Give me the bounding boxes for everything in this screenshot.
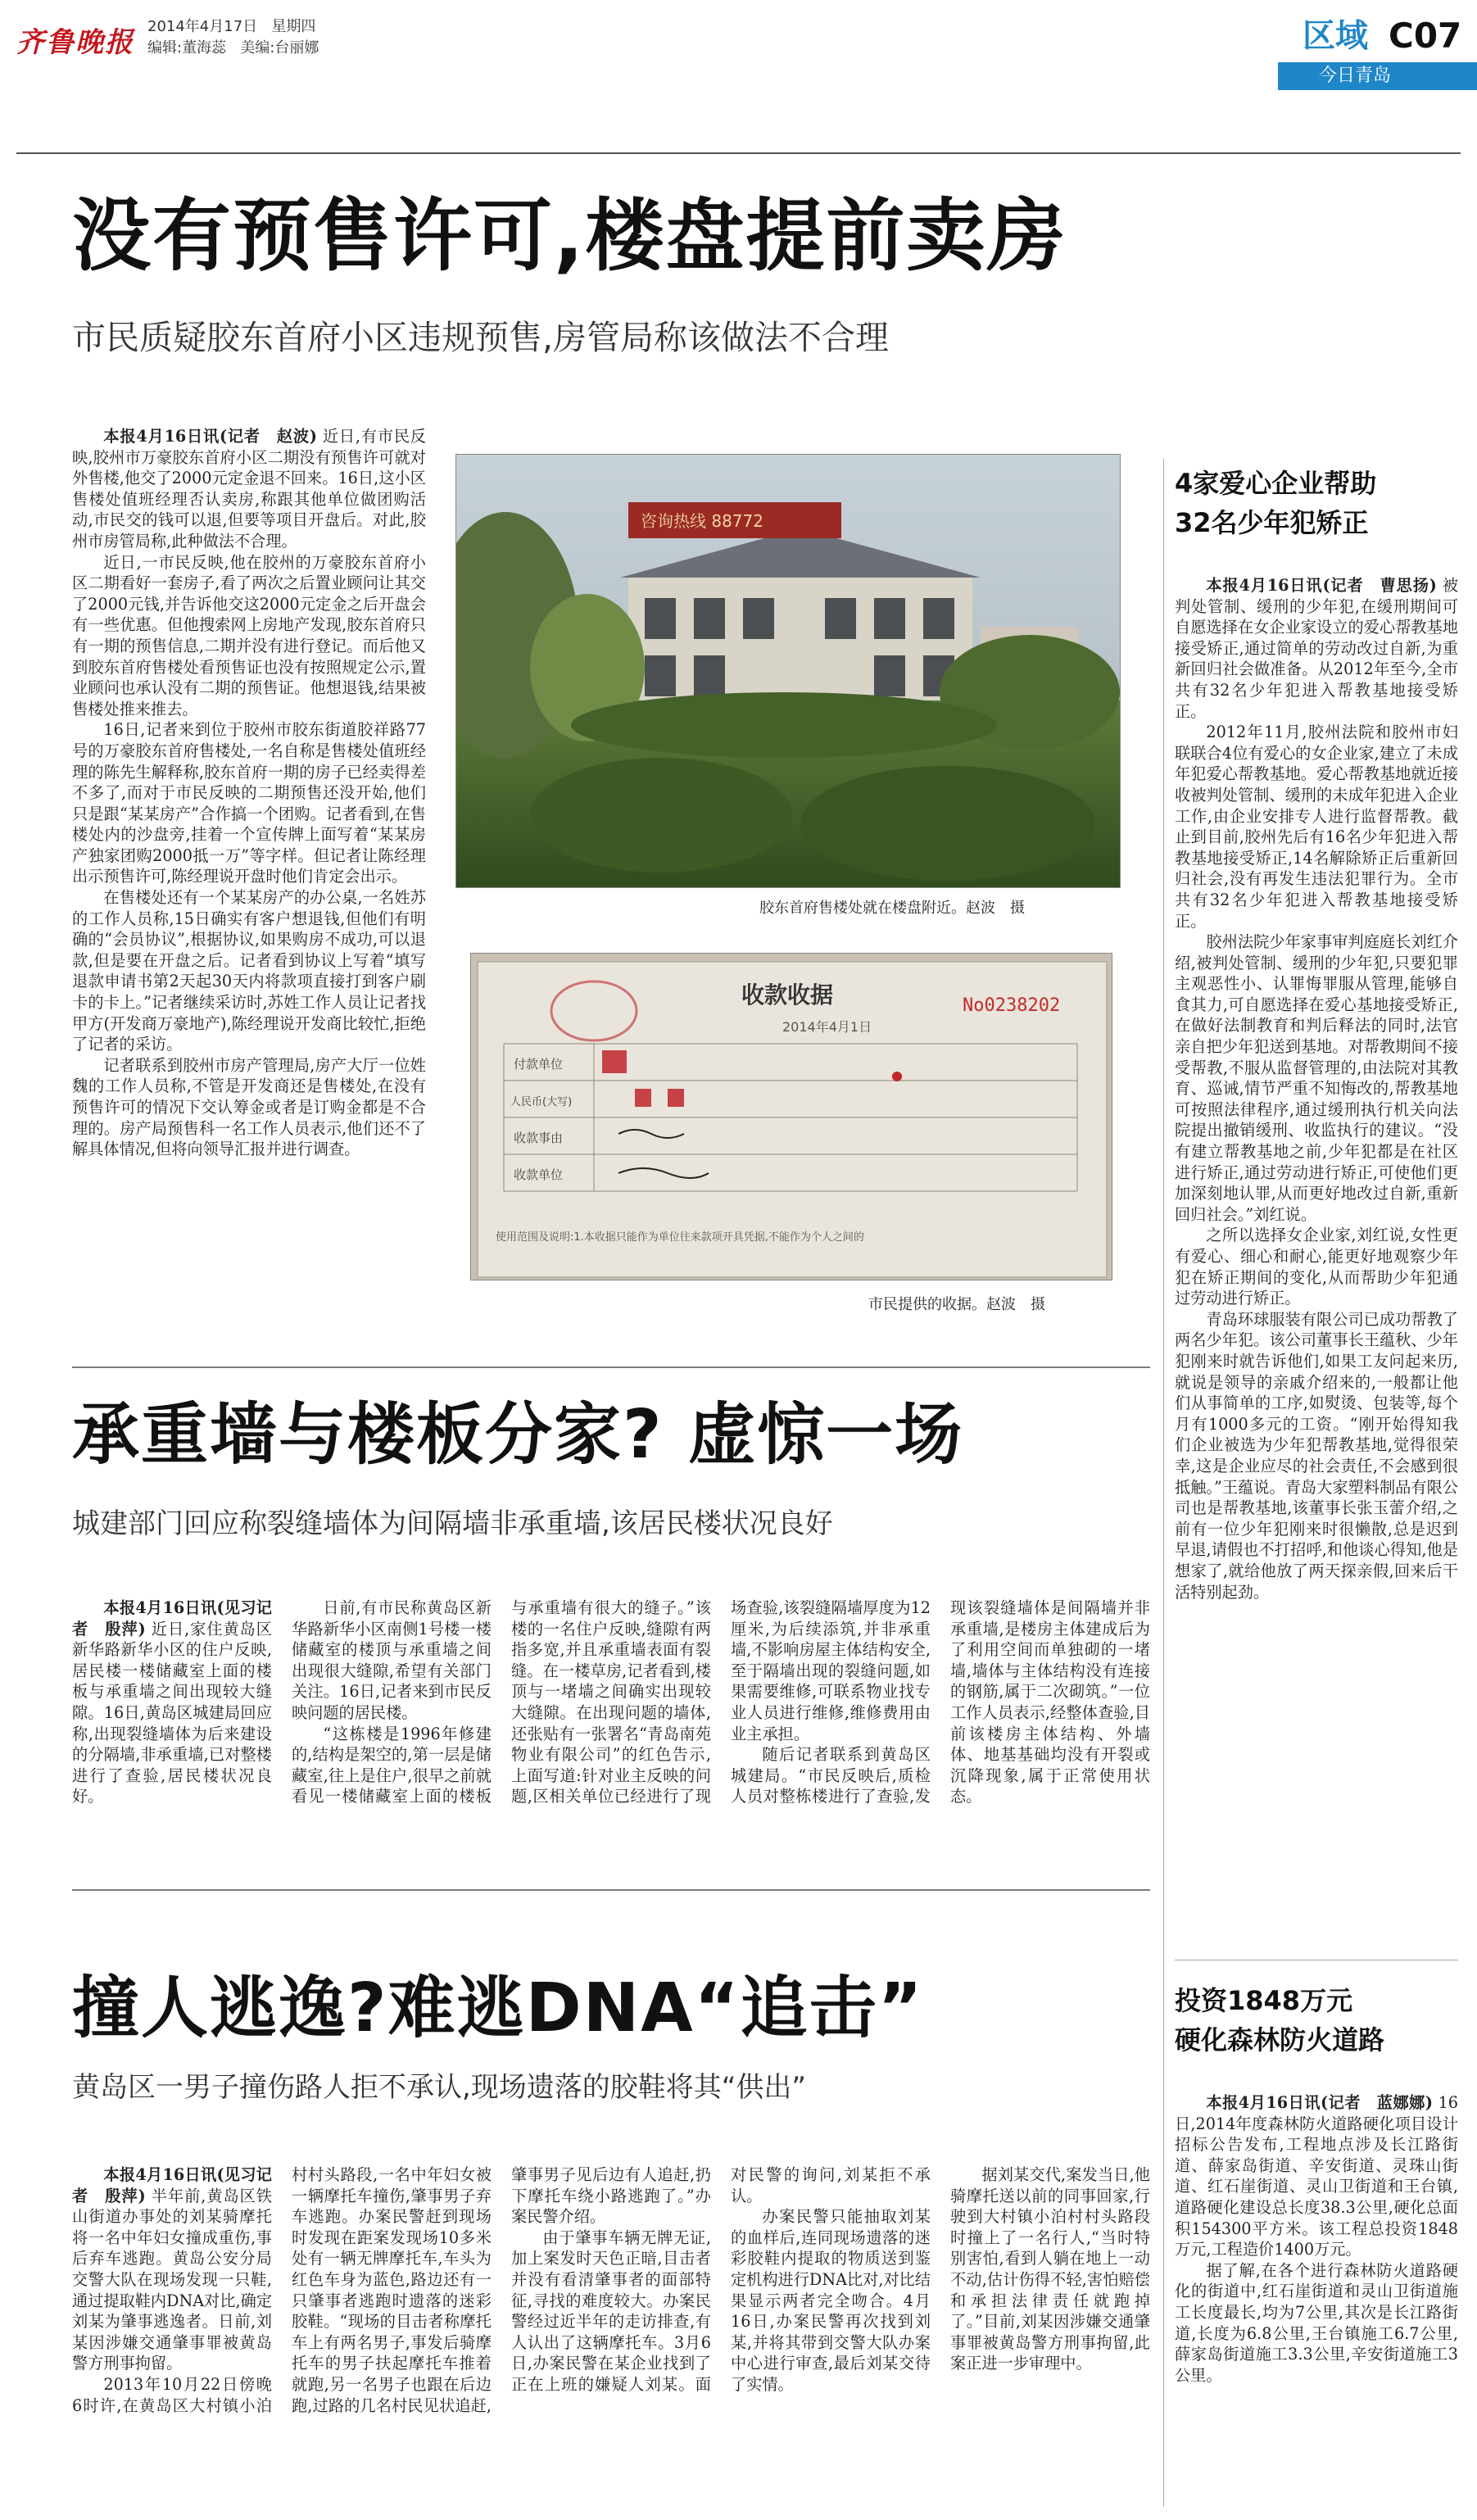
sales-office-illustration [456, 455, 1121, 888]
sidebar2-lede: 本报4月16日讯(记者 蓝娜娜) [1206, 2093, 1433, 2112]
article1-paragraph: 近日,一市民反映,他在胶州的万豪胶东首府小区二期看好一套房子,看了两次之后置业顾问让其交了2000元钱,并告诉他交这2000元定金之后开盘会有一些优惠。但他搜索网上房地产发现,胶东首府只有一期的预售信息,二期并没有进行登记。而后他又到胶东首府售楼处看预售证也没有按照规定公示,置业顾问也承认没有二期的预售证。他想退钱,结果被售楼处推来推去。 [72, 552, 426, 718]
section-label: 区域 [1303, 17, 1368, 55]
sidebar2-headline-line1: 投资1848万元 [1175, 1985, 1353, 2016]
editor-credit: 编辑:董海蕊 [147, 39, 227, 57]
article2-lede: 本报4月16日讯(见习记者 殷萍) [72, 1598, 272, 1638]
sidebar1-headline-line1: 4家爱心企业帮助 [1175, 468, 1377, 499]
receipt-date: 2014年4月1日 [782, 1019, 872, 1035]
receipt-row-label: 付款单位 [514, 1057, 564, 1072]
article3-lede: 本报4月16日讯(见习记者 殷萍) [72, 2165, 272, 2205]
sidebar1-lede: 本报4月16日讯(记者 曹思扬) [1206, 576, 1437, 595]
issue-date: 2014年4月17日 [147, 18, 258, 35]
receipt-row-label: 收款事由 [514, 1131, 564, 1145]
logo-text: 齐鲁晚报 [16, 26, 134, 59]
article1-subhead: 市民质疑胶东首府小区违规预售,房管局称该做法不合理 [72, 318, 890, 357]
photo1-caption: 胶东首府售楼处就在楼盘附近。赵波 摄 [759, 900, 1025, 917]
sidebar1-paragraph: 2012年11月,胶州法院和胶州市妇联联合4位有爱心的女企业家,建立了未成年犯爱心帮教基地。爱心帮教基地就近接收被判处管制、缓刑的未成年犯进入企业工作,由企业安排专人进行监督帮教。截止到目前,胶州先后有16名少年犯进入帮教基地接受矫正,14名解除矫正后重新回归社会,没有再发生违法犯罪行为。全市共有32名少年犯进入帮教基地接受矫正。 [1175, 723, 1458, 931]
article3-headline: 撞人逃逸?难逃DNA“追击” [72, 1969, 924, 2047]
designer-credit: 美编:台丽娜 [240, 39, 319, 57]
sidebar2-headline-line2: 硬化森林防火道路 [1175, 2024, 1385, 2055]
article3-paragraph: 办案民警只能抽取刘某的血样后,连同现场遗落的迷彩胶鞋内提取的物质送到鉴定机构进行DNA比对,对比结果显示两者完全吻合。4月16日,办案民警再次找到刘某,并将其带到交警大队办案中心进行审查,最后刘某交待了实情。 [731, 2207, 931, 2394]
sidebar1-headline [1175, 464, 1458, 542]
article3-paragraph: 据刘某交代,案发当日,他骑摩托送以前的同事回家,行驶到大村镇小泊村村头路段时撞上了一名行人,“当时特别害怕,看到人躺在地上一动不动,估计伤得不轻,害怕赔偿和承担法律责任就跑掉了。”目前,刘某因涉嫌交通肇事罪被黄岛警方刑事拘留,此案正进一步审理中。 [950, 2165, 1150, 2373]
article1-body [72, 426, 426, 1360]
receipt-row-label: 人民币(大写) [510, 1096, 573, 1108]
article3-paragraph: 由于肇事车辆无牌无证,加上案发时天色正暗,目击者并没有看清肇事者的面部特征,寻找的难度较大。办案民警经过近半年的走访排查,有人认出了这辆摩托车。3月6日,办案民警在某企业找到了正在上班的嫌疑人刘某。面对民警的询问,刘某拒不承认。 [511, 2165, 931, 2394]
sidebar1-paragraph: 胶州法院少年家事审判庭庭长刘红介绍,被判处管制、缓刑的少年犯,只要犯罪主观恶性小、认罪悔罪服从管理,能够自食其力,可自愿选择在爱心基地接受矫正,在做好法制教育和判后释法的同时,法官亲自把少年犯送到基地。对帮教期间不接受帮教,不服从监督管理的,由法院对其教育、巡诫,情节严重不知悔改的,帮教基地可按照法律程序,通过缓刑执行机关向法院提出撤销缓刑、收监执行的建议。“没有建立帮教基地之前,少年犯都是在社区进行矫正,通过劳动进行矫正,可使他们更加深刻地认罪,从而更好地改过自新,重新回归社会。”刘红说。 [1175, 932, 1458, 1224]
article1-paragraph: 本报4月16日讯(记者 赵波) 近日,有市民反映,胶州市万豪胶东首府小区二期没有预售许可就对外售楼,他交了2000元定金退不回来。16日,这小区售楼处值班经理否认卖房,称跟其他单位做团购活动,市民交的钱可以退,但要等项目开盘后。对此,胶州市房管局称,此种做法不合理。 [72, 427, 426, 551]
sidebar2-body [1175, 2092, 1458, 2386]
receipt-footer-text: 使用范围及说明:1.本收据只能作为单位往来款项开具凭据,不能作为个人之间的 [496, 1231, 864, 1244]
sidebar2-paragraph: 本报4月16日讯(记者 蓝娜娜) 16日,2014年度森林防火道路硬化项目设计招标公告发布,工程地点涉及长江路街道、薛家岛街道、辛安街道、灵珠山街道、红石崖街道、灵山卫街道和王台镇,道路硬化建设总长度38.3公里,硬化总面积154300平方米。该工程总投资1848万元,工程造价1400万元。 [1175, 2093, 1458, 2259]
sales-office-photo [455, 454, 1121, 888]
newspaper-logo [16, 13, 139, 72]
article2-paragraph: 日前,有市民称黄岛区新华路新华小区南侧1号楼一楼储藏室的楼顶与承重墙之间出现很大缝隙,希望有关部门关注。16日,记者来到市民反映问题的居民楼。 [292, 1598, 492, 1722]
article1-paragraph: 记者联系到胶州市房产管理局,房产大厅一位姓魏的工作人员称,不管是开发商还是售楼处,在没有预售许可的情况下交认筹金或者是订购金都是不合理的。房产局预售科一名工作人员表示,他们还不了解具体情况,但将向领导汇报并进行调查。 [72, 1055, 426, 1159]
sidebar1 [1175, 464, 1458, 1947]
sidebar1-paragraph: 青岛环球服装有限公司已成功帮教了两名少年犯。该公司董事长王蕴秋、少年犯刚来时就告诉他们,如果工友问起来历,就说是领导的亲戚介绍来的,一般都让他们从事简单的工序,如熨烫、包装等,每个月有1000多元的工资。“刚开始得知我们企业被选为少年犯帮教基地,觉得很荣幸,这是企业应尽的社会责任,不会感到很抵触。”王蕴说。青岛大家塑料制品有限公司也是帮教基地,该董事长张玉蕾介绍,之前有一位少年犯刚来时很懒散,总是迟到早退,请假也不打招呼,和他谈心得知,他是想家了,就给他放了两天探亲假,回来后干活特别起劲。 [1175, 1309, 1458, 1602]
sidebar2 [1175, 1981, 1458, 2505]
article3-body [72, 2164, 1150, 2509]
subsection-label: 今日青岛 [1319, 66, 1392, 86]
article1-headline: 没有预售许可,楼盘提前卖房 [72, 190, 1067, 282]
masthead-rule [16, 152, 1461, 154]
article2-paragraph: 本报4月16日讯(见习记者 殷萍) 近日,家住黄岛区新华路新华小区的住户反映,居民楼一楼储藏室上面的楼板与承重墙之间出现较大缝隙。16日,黄岛区城建局回应称,出现裂缝墙体为后来建设的分隔墙,非承重墙,已对整楼进行了查验,居民楼状况良好。 [72, 1598, 272, 1806]
receipt-photo [470, 953, 1112, 1280]
article1-lede: 本报4月16日讯(记者 赵波) [103, 427, 317, 446]
receipt-title: 收款收据 [741, 981, 834, 1008]
issue-info [147, 16, 319, 59]
article2-paragraph: 随后记者联系到黄岛区城建局。“市民反映后,质检人员对整栋楼进行了查验,发现该裂缝墙体是间隔墙并非承重墙,是楼房主体建成后为了利用空间而单独砌的一堵墙,墙体与主体结构没有连接的钢筋,属于二次砌筑。”一位工作人员表示,经整体查验,目前该楼房主体结构、外墙体、地基基础均没有开裂或沉降现象,属于正常使用状态。 [731, 1598, 1150, 1806]
article1-bottom-rule [72, 1367, 1150, 1368]
sidebar1-body [1175, 575, 1458, 1602]
sidebar-divider [1163, 459, 1164, 2507]
photo2-caption: 市民提供的收据。赵波 摄 [868, 1296, 1045, 1313]
sidebar2-headline [1175, 1981, 1458, 2060]
article3-paragraph: 本报4月16日讯(见习记者 殷萍) 半年前,黄岛区铁山街道办事处的刘某骑摩托将一名中年妇女撞成重伤,事后弃车逃跑。黄岛公安分局交警大队在现场发现一只鞋,通过提取鞋内DNA对比,确定刘某为肇事逃逸者。日前,刘某因涉嫌交通肇事罪被黄岛警方刑事拘留。 [72, 2165, 273, 2373]
receipt-illustration [471, 954, 1112, 1280]
article2-subhead: 城建部门回应称裂缝墙体为间隔墙非承重墙,该居民楼状况良好 [72, 1507, 833, 1540]
receipt-row-label: 收款单位 [514, 1167, 564, 1182]
article2-paragraph: “这栋楼是1996年修建的,结构是架空的,第一层是储藏室,往上是住户,很早之前就看见一楼储藏室上面的楼板与承重墙有很大的缝子。”该楼的一名住户反映,缝隙有两指多宽,并且承重墙表面有裂缝。在一楼草房,记者看到,楼顶与一堵墙之间确实出现较大缝隙。在出现问题的墙体,还张贴有一张署名“青岛南苑物业有限公司”的红色告示,上面写道:针对业主反映的问题,区相关单位已经进行了现场查验,该裂缝隔墙厚度为12厘米,为后续添筑,并非承重墙,不影响房屋主体结构安全,至于隔墙出现的裂缝问题,如果需要维修,可联系物业找专业人员进行维修,维修费用由业主承担。 [292, 1598, 931, 1806]
article2-body [72, 1598, 1150, 1872]
article2-bottom-rule [72, 1889, 1150, 1891]
page-number: C07 [1389, 16, 1462, 56]
masthead [0, 0, 1477, 139]
issue-weekday: 星期四 [271, 18, 316, 35]
article1-paragraph: 在售楼处还有一个某某房产的办公桌,一名姓苏的工作人员称,15日确实有客户想退钱,但他们有明确的“会员协议”,根据协议,如果购房不成功,可以退款,但是要在开盘之后。记者看到协议上写着“填写退款申请书第2天起30天内将款项直接打到客户刷卡的卡上。”记者继续采访时,苏姓工作人员让记者找甲方(开发商万豪地产),陈经理说开发商比较忙,拒绝了记者的采访。 [72, 888, 426, 1054]
sidebar1-paragraph: 之所以选择女企业家,刘红说,女性更有爱心、细心和耐心,能更好地观察少年犯在矫正期间的变化,从而帮助少年犯通过劳动进行矫正。 [1175, 1226, 1458, 1308]
sidebar1-paragraph: 本报4月16日讯(记者 曹思扬) 被判处管制、缓刑的少年犯,在缓刑期间可自愿选择在女企业家设立的爱心帮教基地接受矫正,通过简单的劳动改过自新,为重新回归社会做准备。从2012年至今,全市共有32名少年犯进入帮教基地接受矫正。 [1175, 576, 1458, 721]
article3-subhead: 黄岛区一男子撞伤路人拒不承认,现场遗落的胶鞋将其“供出” [72, 2071, 807, 2104]
article1-paragraph: 16日,记者来到位于胶州市胶东街道胶祥路77号的万豪胶东首府售楼处,一名自称是售楼处值班经理的陈先生解释称,胶东首府一期的房子已经卖得差不多了,而对于市民反映的二期预售还没开始,他们只是跟“某某房产”合作搞一个团购。记者看到,在售楼处内的沙盘旁,挂着一个宣传牌上面写着“某某房产独家团购2000抵一万”等字样。但记者让陈经理出示预售许可,陈经理说开盘时他们肯定会出示。 [72, 720, 426, 886]
receipt-number: No0238202 [963, 995, 1061, 1016]
photo-signage-text: 咨询热线 88772 [641, 511, 763, 531]
article3-paragraph: 2013年10月22日傍晚6时许,在黄岛区大村镇小泊村村头路段,一名中年妇女被一辆摩托车撞伤,肇事男子弃车逃跑。办案民警赶到现场时发现在距案发现场10多米处有一辆无牌摩托车,车头为红色车身为蓝色,路边还有一只肇事者逃跑时遗落的迷彩胶鞋。“现场的目击者称摩托车上有两名男子,事发后骑摩托车的男子扶起摩托车推着就跑,另一名男子也跟在后边跑,过路的几名村民见状追赶,肇事男子见后边有人追赶,扔下摩托车绕小路逃跑了。”办案民警介绍。 [72, 2165, 711, 2415]
article2-headline: 承重墙与楼板分家? 虚惊一场 [72, 1396, 964, 1474]
sidebar1-headline-line2: 32名少年犯矫正 [1175, 507, 1369, 538]
sidebar2-paragraph: 据了解,在各个进行森林防火道路硬化的街道中,红石崖街道和灵山卫街道施工长度最长,均为7公里,其次是长江路街道,长度为6.8公里,王台镇施工6.7公里,薛家岛街道施工3.3公里,辛安街道施工3公里。 [1175, 2260, 1458, 2385]
